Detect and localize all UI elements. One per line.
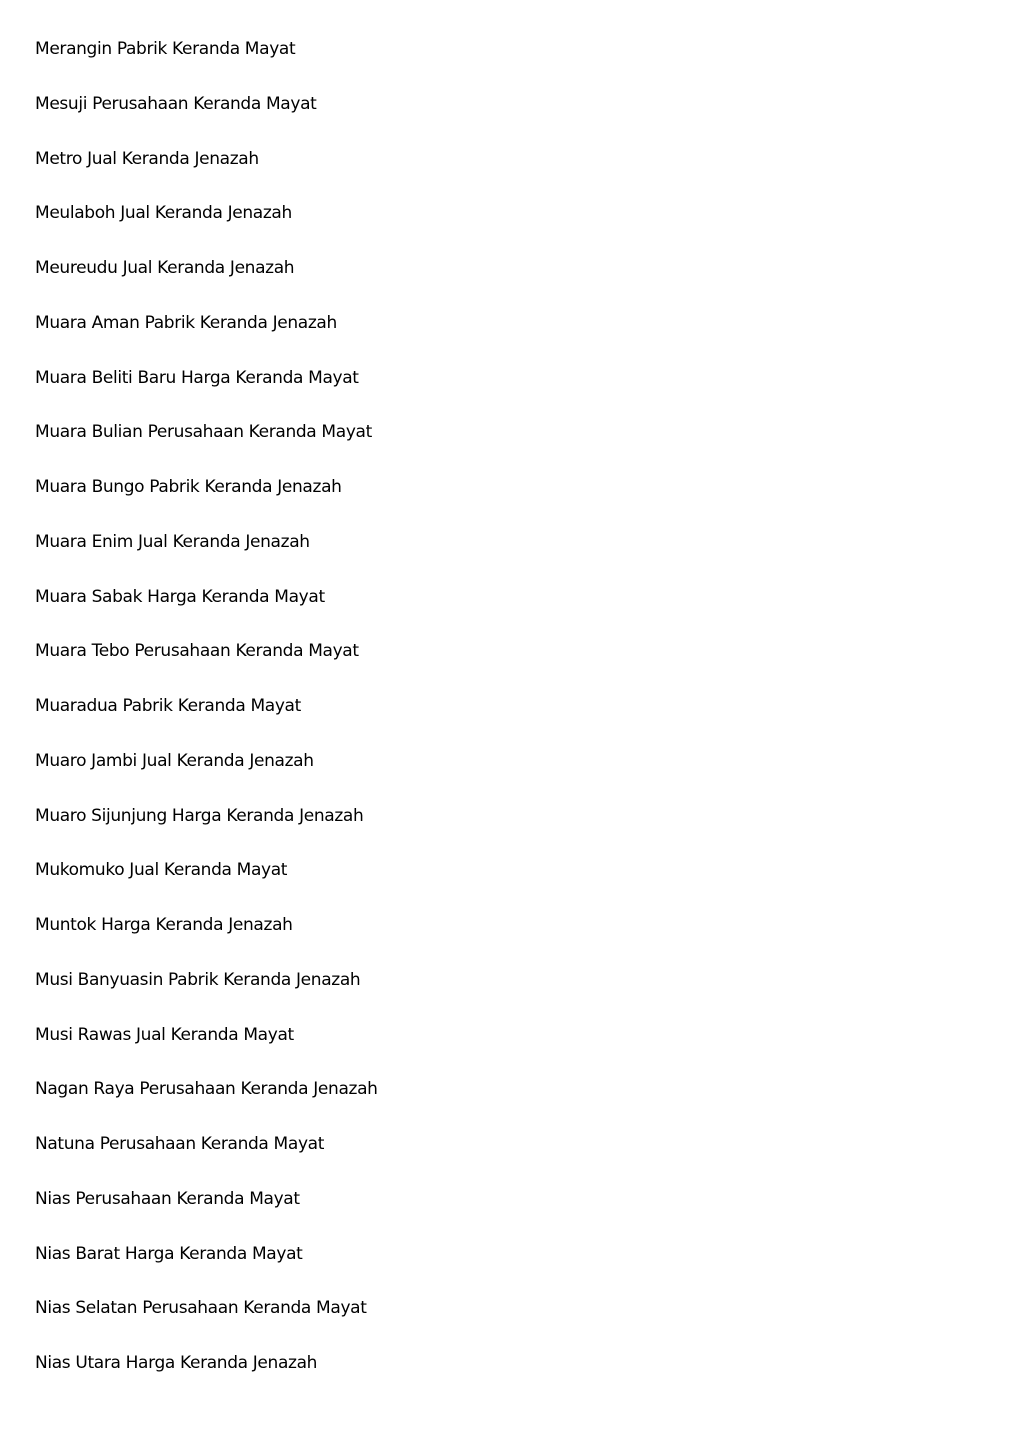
list-item (35, 1022, 378, 1077)
list-item-text: Muara Tebo Perusahaan Keranda Mayat (35, 641, 359, 662)
list-item (35, 912, 378, 967)
list-item (35, 638, 378, 693)
list-item (35, 419, 378, 474)
list-item-text: Muara Beliti Baru Harga Keranda Mayat (35, 367, 359, 388)
list-item (35, 857, 378, 912)
list-item (35, 1076, 378, 1131)
list-item-text: Musi Banyuasin Pabrik Keranda Jenazah (35, 969, 361, 990)
list-item (35, 310, 378, 365)
list-item-text: Nias Barat Harga Keranda Mayat (35, 1243, 303, 1264)
location-list (35, 36, 378, 1405)
list-item-text: Metro Jual Keranda Jenazah (35, 148, 259, 169)
list-item (35, 1350, 378, 1405)
list-item (35, 200, 378, 255)
list-item (35, 365, 378, 420)
list-item-text: Natuna Perusahaan Keranda Mayat (35, 1134, 325, 1154)
list-item (35, 1131, 378, 1186)
list-item (35, 803, 378, 858)
list-item-text: Merangin Pabrik Keranda Mayat (35, 39, 296, 59)
list-item-text: Meureudu Jual Keranda Jenazah (35, 258, 295, 278)
list-item-text: Muntok Harga Keranda Jenazah (35, 915, 293, 935)
list-item-text: Muara Bulian Perusahaan Keranda Mayat (35, 422, 372, 443)
list-item-text: Nias Selatan Perusahaan Keranda Mayat (35, 1298, 367, 1319)
list-item (35, 748, 378, 803)
list-item-text: Muaro Jambi Jual Keranda Jenazah (35, 750, 314, 771)
list-item-text: Nagan Raya Perusahaan Keranda Jenazah (35, 1079, 378, 1100)
list-item-text: Mukomuko Jual Keranda Mayat (35, 860, 288, 881)
list-item-text: Muaro Sijunjung Harga Keranda Jenazah (35, 805, 364, 826)
list-item-text: Muara Aman Pabrik Keranda Jenazah (35, 312, 337, 333)
list-item (35, 1186, 378, 1241)
list-item-text: Meulaboh Jual Keranda Jenazah (35, 203, 292, 224)
list-item-text: Musi Rawas Jual Keranda Mayat (35, 1024, 294, 1045)
list-item-text: Muara Enim Jual Keranda Jenazah (35, 531, 310, 552)
list-item-text: Mesuji Perusahaan Keranda Mayat (35, 93, 317, 114)
list-item-text: Nias Utara Harga Keranda Jenazah (35, 1353, 318, 1373)
list-item-text: Muaradua Pabrik Keranda Mayat (35, 696, 301, 716)
list-item (35, 91, 378, 146)
list-item (35, 36, 378, 91)
list-item (35, 584, 378, 639)
list-item (35, 967, 378, 1022)
list-item (35, 529, 378, 584)
list-item (35, 255, 378, 310)
list-item (35, 693, 378, 748)
list-item-text: Nias Perusahaan Keranda Mayat (35, 1188, 300, 1209)
list-item-text: Muara Sabak Harga Keranda Mayat (35, 586, 325, 607)
list-item (35, 1295, 378, 1350)
list-item (35, 1241, 378, 1296)
list-item (35, 474, 378, 529)
list-item-text: Muara Bungo Pabrik Keranda Jenazah (35, 477, 342, 497)
list-item (35, 146, 378, 201)
